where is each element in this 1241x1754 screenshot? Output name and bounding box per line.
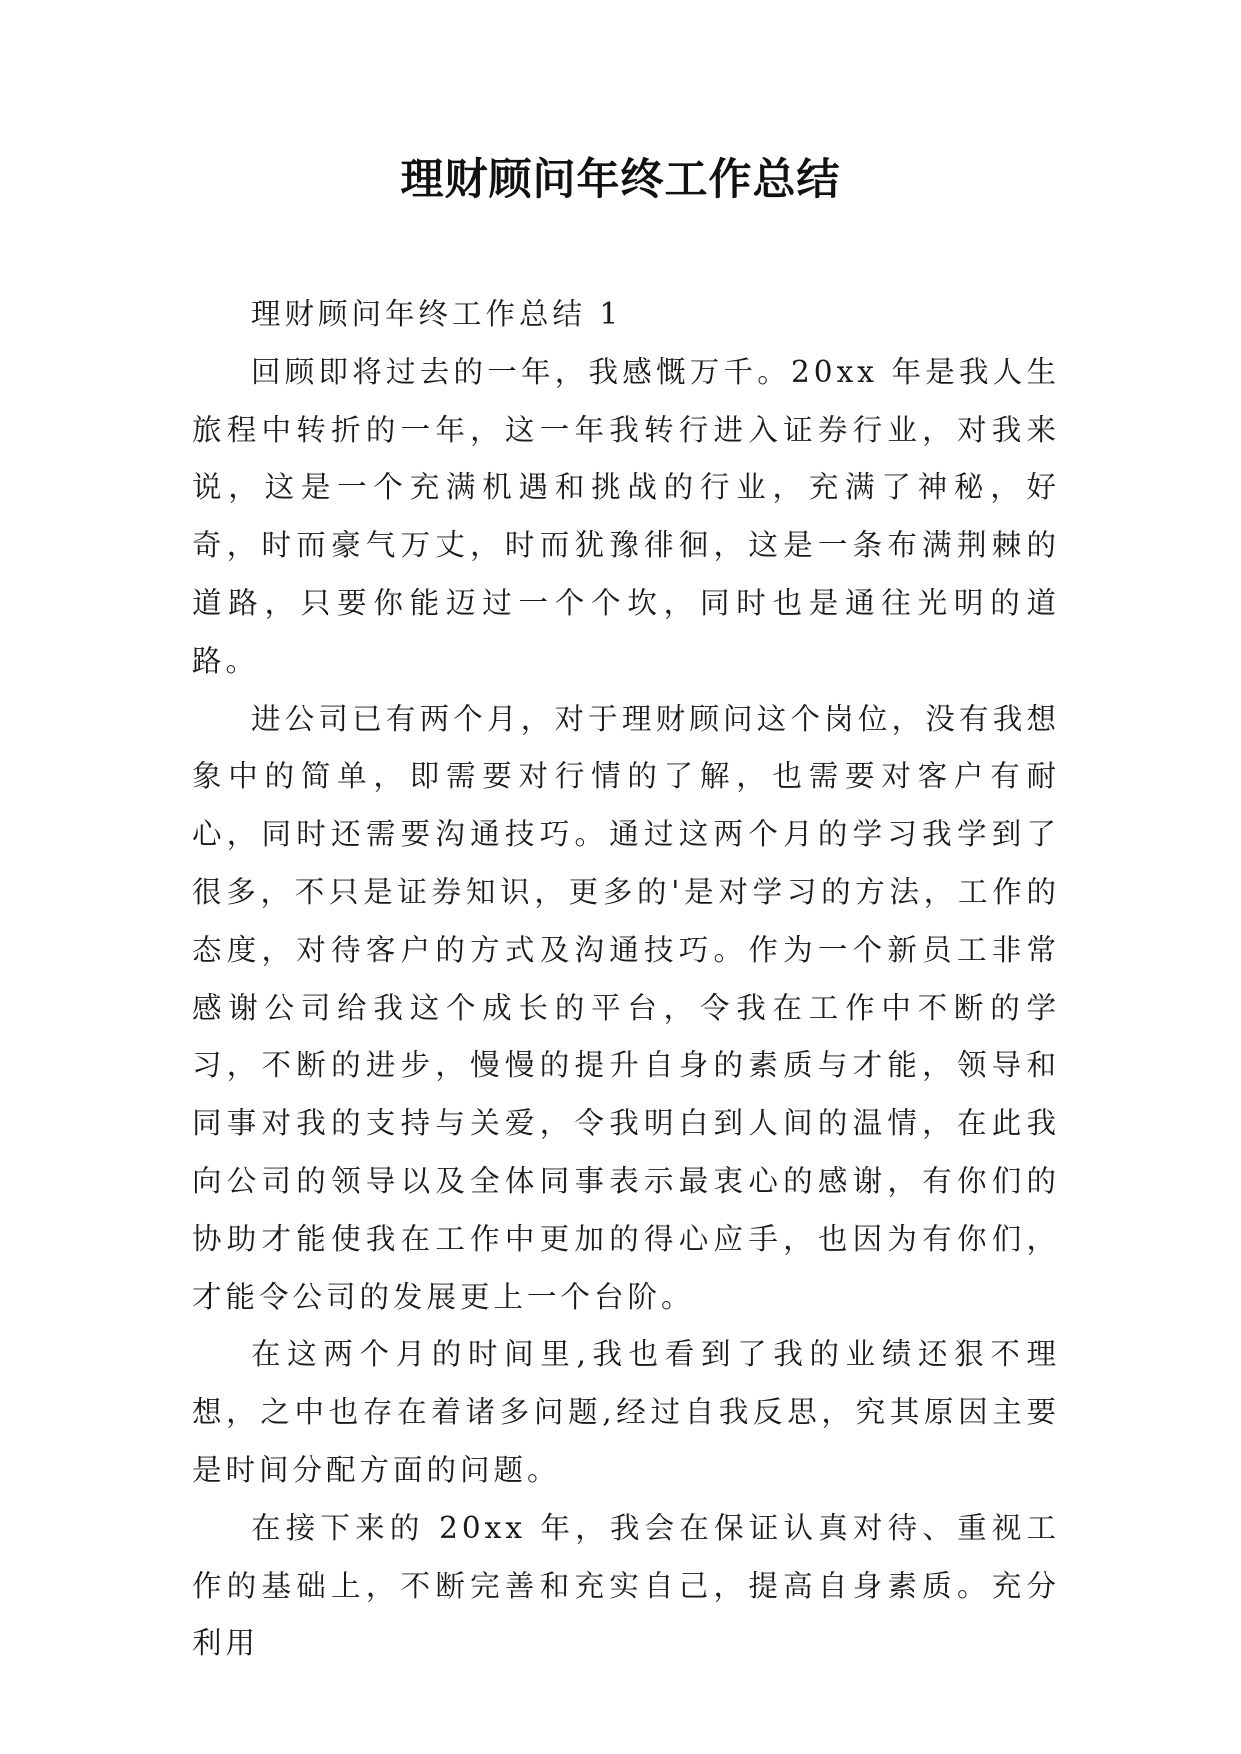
paragraph-2: 进公司已有两个月，对于理财顾问这个岗位，没有我想象中的简单，即需要对行情的了解，也需要对客户有耐心，同时还需要沟通技巧。通过这两个月的学习我学到了很多，不只是证券知识，更多的'是对学习的方法，工作的态度，对待客户的方式及沟通技巧。作为一个新员工非常感谢公司给我这个成长的平台，令我在工作中不断的学习，不断的进步，慢慢的提升自身的素质与才能，领导和同事对我的支持与关爱，令我明白到人间的温情，在此我向公司的领导以及全体同事表示最衷心的感谢，有你们的协助才能使我在工作中更加的得心应手，也因为有你们，才能令公司的发展更上一个台阶。: [192, 701, 1060, 1314]
paragraph-3: 在这两个月的时间里,我也看到了我的业绩还狠不理想，之中也存在着诸多问题,经过自我反思，究其原因主要是时间分配方面的问题。: [192, 1337, 1060, 1487]
section-heading: 理财顾问年终工作总结 1: [251, 297, 623, 331]
paragraph-1: 回顾即将过去的一年，我感慨万千。20xx 年是我人生旅程中转折的一年，这一年我转行进入证券行业，对我来说，这是一个充满机遇和挑战的行业，充满了神秘，好奇，时而豪气万丈，时而犹豫徘徊，这是一条布满荆棘的道路，只要你能迈过一个个坎，同时也是通往光明的道路。: [192, 354, 1060, 678]
paragraph-4: 在接下来的 20xx 年，我会在保证认真对待、重视工作的基础上，不断完善和充实自己，提高自身素质。充分利用: [192, 1510, 1060, 1661]
document-body: [192, 286, 1060, 1673]
document-title: 理财顾问年终工作总结: [400, 155, 841, 205]
